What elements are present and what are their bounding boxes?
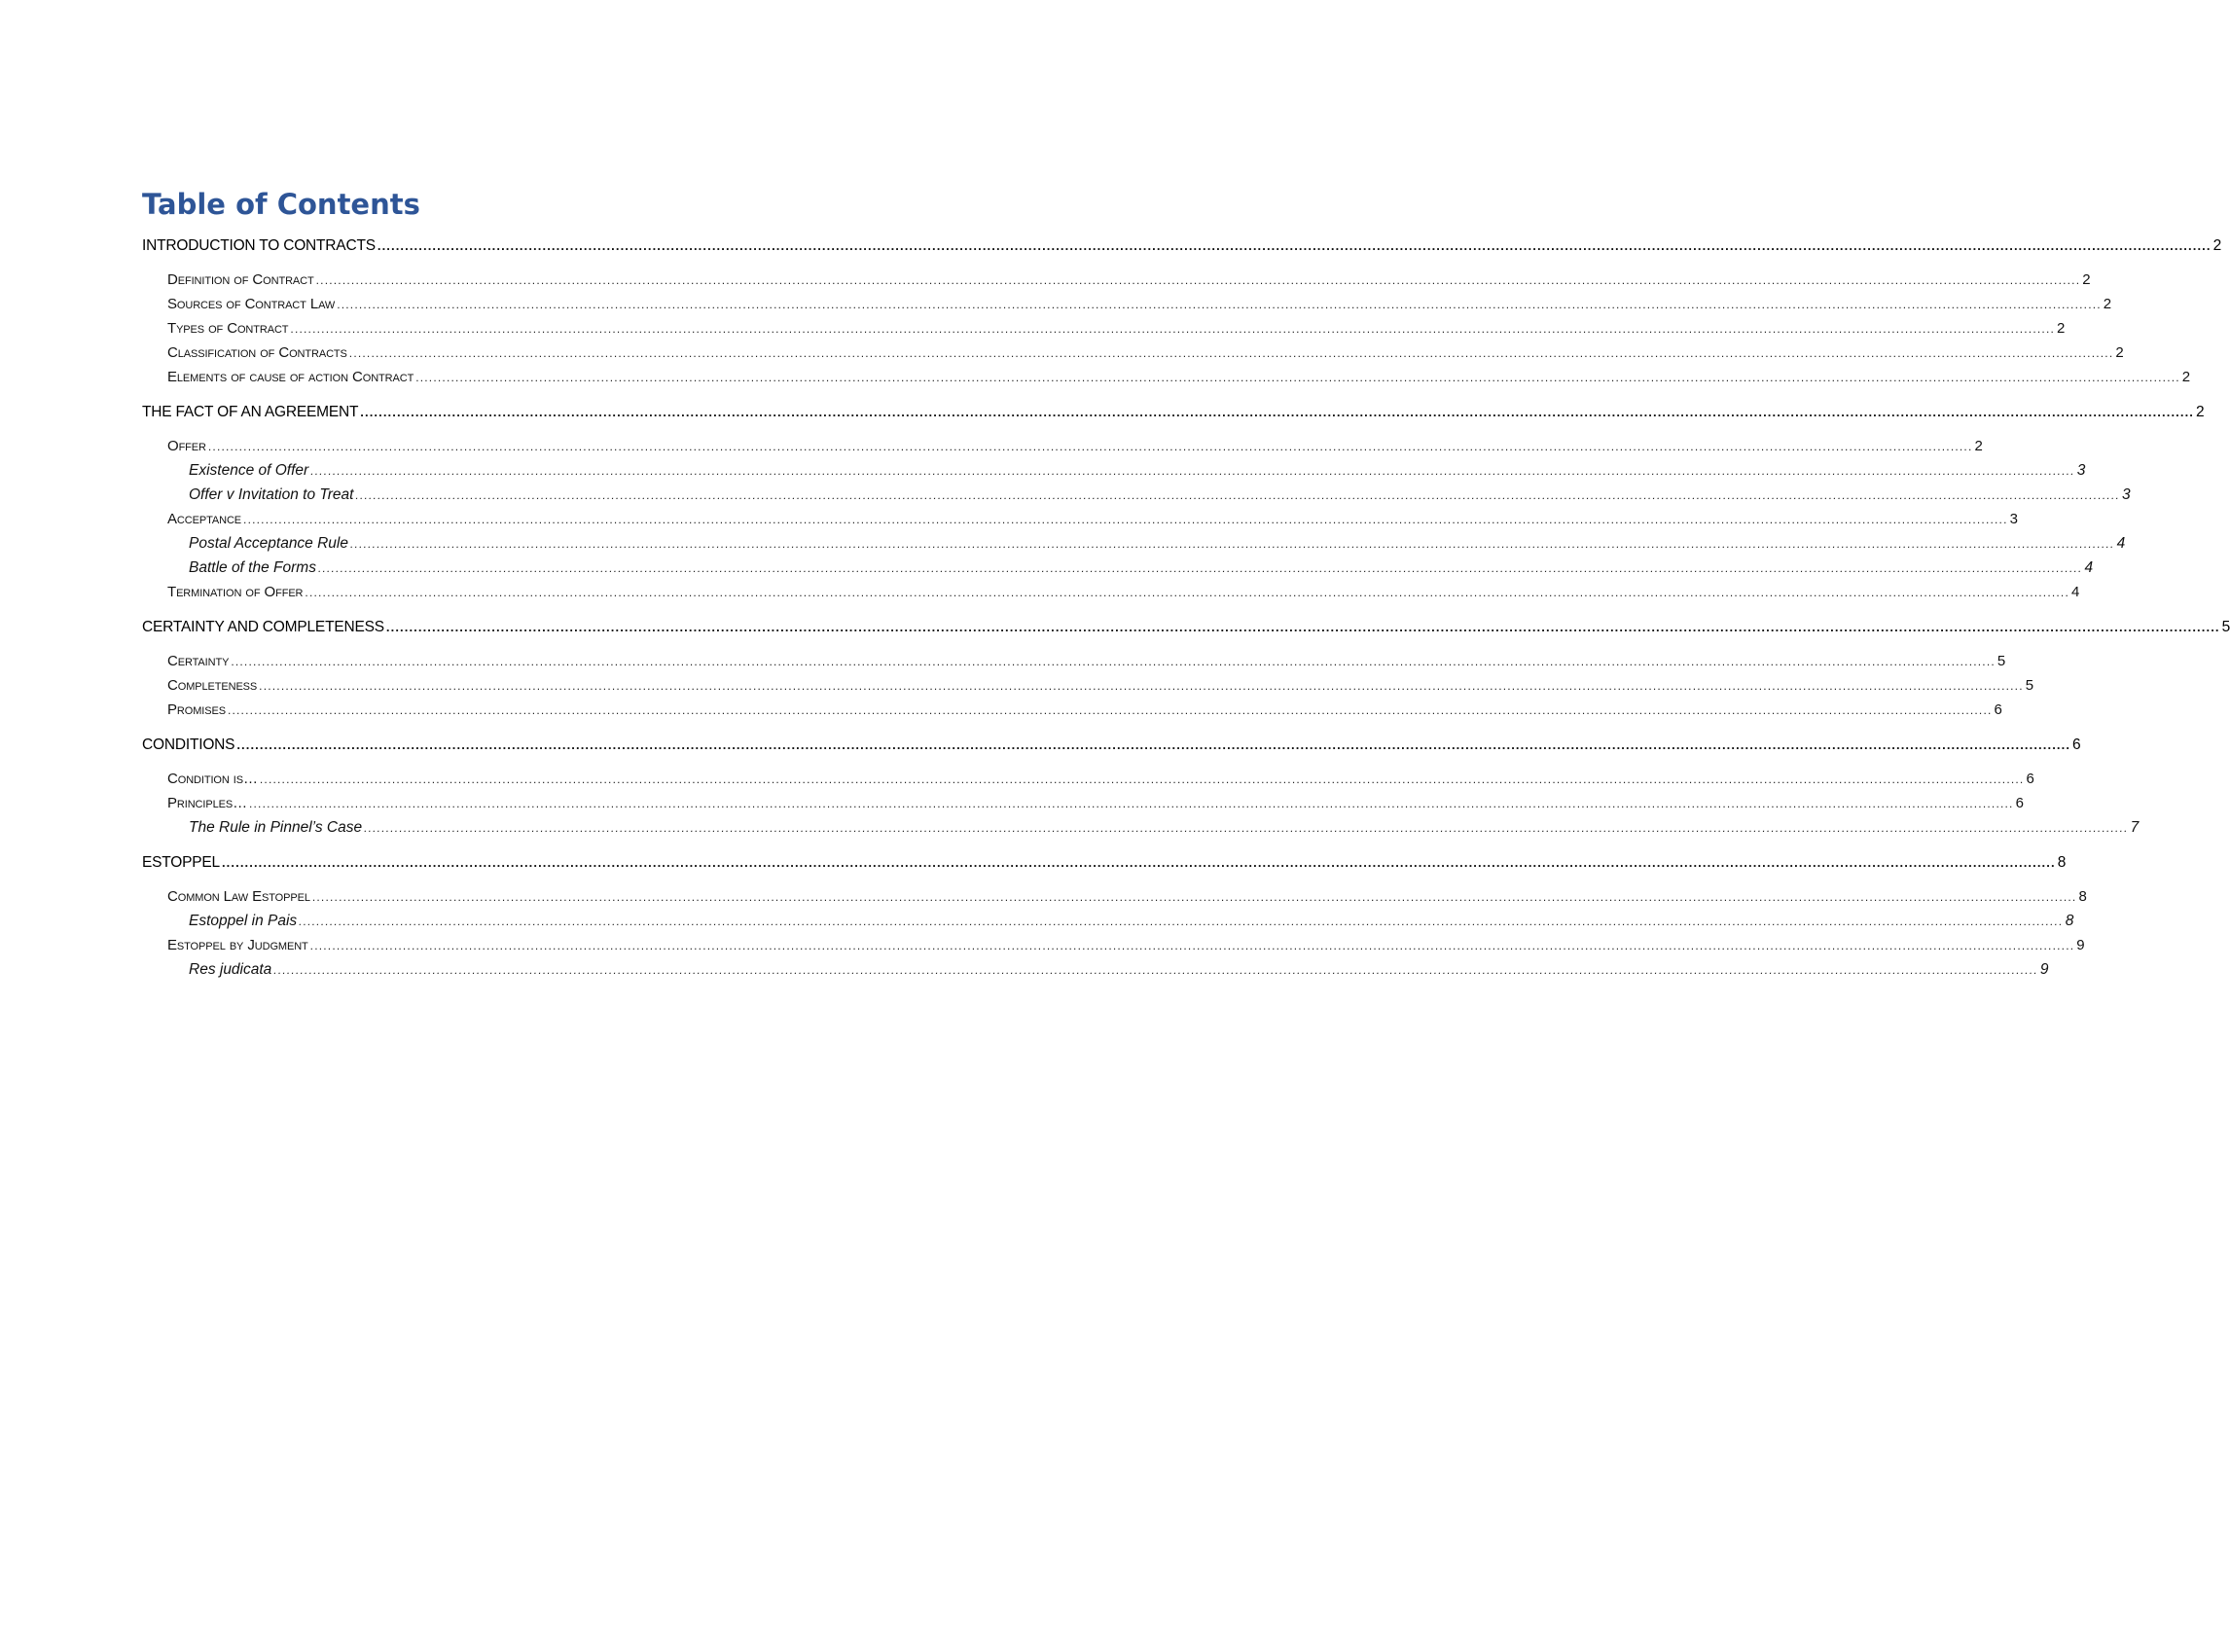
toc-entry-level-2[interactable]: [142, 316, 2066, 341]
toc-entry-page-number: 5: [2221, 619, 2230, 635]
toc-entry-label: Estoppel by Judgment: [167, 937, 308, 953]
toc-entry-level-1[interactable]: [142, 850, 2067, 875]
toc-entry-page-number: 2: [2181, 369, 2191, 385]
toc-entry-page-number: 9: [2076, 937, 2085, 953]
toc-entry-page-number: 5: [1996, 653, 2006, 669]
dot-leader: ................................................................................................................................................................................................................................................................................................................................................................................................................: [360, 405, 2195, 419]
toc-entry-label: Classification of Contracts: [167, 344, 347, 361]
dot-leader: ................................................................................................................................................................................................................................................................................................................................................................................................................: [305, 586, 2069, 599]
toc-entry-page-number: 2: [2103, 296, 2112, 312]
dot-leader: ................................................................................................................................................................................................................................................................................................................................................................................................................: [385, 620, 2220, 634]
toc-entry-label: Acceptance: [167, 511, 242, 527]
toc-entry-level-2[interactable]: [142, 649, 2006, 673]
toc-entry-label: Principles…: [167, 795, 247, 811]
toc-entry-page-number: 6: [1994, 701, 2002, 718]
toc-entry-page-number: 5: [2025, 677, 2033, 694]
toc-title: Table of Contents: [142, 188, 420, 221]
toc-entry-level-2[interactable]: [142, 698, 2002, 722]
toc-entry-level-1[interactable]: [142, 233, 2222, 258]
toc-entry-page-number: 7: [2130, 819, 2140, 836]
toc-list: [142, 233, 2230, 982]
dot-leader: ................................................................................................................................................................................................................................................................................................................................................................................................................: [299, 915, 2064, 928]
dot-leader: ................................................................................................................................................................................................................................................................................................................................................................................................................: [355, 488, 2121, 502]
toc-entry-level-2[interactable]: [142, 341, 2124, 365]
toc-entry-page-number: 2: [2082, 271, 2091, 288]
dot-leader: ................................................................................................................................................................................................................................................................................................................................................................................................................: [207, 440, 1973, 453]
toc-entry-label: Promises: [167, 701, 226, 718]
dot-leader: ................................................................................................................................................................................................................................................................................................................................................................................................................: [227, 703, 1993, 717]
toc-entry-level-2[interactable]: [142, 791, 2024, 815]
toc-entry-level-3[interactable]: [142, 556, 2094, 580]
toc-entry-label: CONDITIONS: [142, 736, 235, 753]
toc-entry-label: ESTOPPEL: [142, 854, 220, 871]
toc-entry-level-3[interactable]: [142, 957, 2049, 982]
toc-entry-level-3[interactable]: [142, 909, 2074, 933]
toc-entry-page-number: 2: [2212, 237, 2222, 254]
toc-entry-label: Offer: [167, 438, 206, 454]
toc-entry-page-number: 8: [2078, 888, 2087, 905]
toc-entry-label: Condition is…: [167, 771, 258, 787]
dot-leader: ................................................................................................................................................................................................................................................................................................................................................................................................................: [348, 346, 2114, 360]
toc-entry-page-number: 6: [2026, 771, 2034, 787]
toc-entry-level-2[interactable]: [142, 580, 2080, 604]
dot-leader: ................................................................................................................................................................................................................................................................................................................................................................................................................: [231, 655, 1996, 668]
toc-entry-level-2[interactable]: [142, 673, 2033, 698]
toc-entry-level-3[interactable]: [142, 458, 2086, 483]
dot-leader: ................................................................................................................................................................................................................................................................................................................................................................................................................: [290, 322, 2056, 336]
toc-entry-label: Certainty: [167, 653, 230, 669]
toc-entry-level-2[interactable]: [142, 292, 2112, 316]
toc-entry-page-number: 6: [2072, 736, 2081, 753]
toc-entry-level-2[interactable]: [142, 365, 2191, 389]
toc-entry-level-3[interactable]: [142, 815, 2140, 840]
toc-entry-level-1[interactable]: [142, 400, 2205, 424]
dot-leader: ................................................................................................................................................................................................................................................................................................................................................................................................................: [415, 371, 2180, 384]
toc-entry-level-2[interactable]: [142, 507, 2018, 531]
toc-entry-page-number: 2: [1974, 438, 1983, 454]
toc-entry-label: Battle of the Forms: [189, 559, 316, 576]
toc-entry-page-number: 4: [2116, 535, 2126, 552]
dot-leader: ................................................................................................................................................................................................................................................................................................................................................................................................................: [273, 963, 2038, 977]
toc-entry-label: The Rule in Pinnel’s Case: [189, 819, 363, 836]
toc-entry-label: Res judicata: [189, 961, 272, 978]
dot-leader: ................................................................................................................................................................................................................................................................................................................................................................................................................: [317, 561, 2083, 575]
toc-entry-label: Sources of Contract Law: [167, 296, 336, 312]
dot-leader: ................................................................................................................................................................................................................................................................................................................................................................................................................: [350, 537, 2115, 551]
dot-leader: ................................................................................................................................................................................................................................................................................................................................................................................................................: [315, 273, 2081, 287]
toc-entry-level-3[interactable]: [142, 531, 2126, 556]
toc-entry-page-number: 4: [2084, 559, 2094, 576]
toc-entry-page-number: 3: [2122, 486, 2131, 503]
toc-entry-page-number: 3: [2076, 462, 2086, 479]
dot-leader: ................................................................................................................................................................................................................................................................................................................................................................................................................: [259, 679, 2024, 693]
toc-entry-label: THE FACT OF AN AGREEMENT: [142, 404, 359, 420]
toc-entry-label: Elements of cause of action Contract: [167, 369, 414, 385]
toc-entry-page-number: 2: [2196, 404, 2205, 420]
toc-entry-label: Definition of Contract: [167, 271, 314, 288]
toc-entry-page-number: 4: [2071, 584, 2080, 600]
toc-entry-label: Completeness: [167, 677, 258, 694]
toc-entry-level-2[interactable]: [142, 933, 2085, 957]
toc-entry-level-1[interactable]: [142, 615, 2230, 639]
toc-entry-label: Postal Acceptance Rule: [189, 535, 348, 552]
toc-entry-page-number: 8: [2065, 913, 2074, 929]
dot-leader: ................................................................................................................................................................................................................................................................................................................................................................................................................: [311, 890, 2077, 904]
toc-entry-page-number: 2: [2115, 344, 2124, 361]
toc-entry-level-2[interactable]: [142, 434, 1983, 458]
toc-entry-level-2[interactable]: [142, 268, 2091, 292]
toc-entry-label: CERTAINTY AND COMPLETENESS: [142, 619, 384, 635]
dot-leader: ................................................................................................................................................................................................................................................................................................................................................................................................................: [221, 855, 2056, 870]
toc-entry-label: Types of Contract: [167, 320, 289, 337]
toc-entry-page-number: 9: [2039, 961, 2049, 978]
toc-entry-label: INTRODUCTION TO CONTRACTS: [142, 237, 376, 254]
toc-entry-level-2[interactable]: [142, 767, 2034, 791]
toc-entry-level-2[interactable]: [142, 884, 2087, 909]
toc-entry-label: Estoppel in Pais: [189, 913, 298, 929]
dot-leader: ................................................................................................................................................................................................................................................................................................................................................................................................................: [310, 464, 2075, 478]
dot-leader: ................................................................................................................................................................................................................................................................................................................................................................................................................: [377, 238, 2212, 253]
toc-entry-page-number: 3: [2009, 511, 2018, 527]
toc-entry-label: Offer v Invitation to Treat: [189, 486, 354, 503]
dot-leader: ................................................................................................................................................................................................................................................................................................................................................................................................................: [309, 939, 2075, 952]
dot-leader: ................................................................................................................................................................................................................................................................................................................................................................................................................: [248, 797, 2014, 810]
toc-entry-level-3[interactable]: [142, 483, 2131, 507]
dot-leader: ................................................................................................................................................................................................................................................................................................................................................................................................................: [337, 298, 2102, 311]
toc-entry-label: Existence of Offer: [189, 462, 309, 479]
toc-entry-page-number: 6: [2015, 795, 2024, 811]
dot-leader: ................................................................................................................................................................................................................................................................................................................................................................................................................: [243, 513, 2008, 526]
toc-entry-page-number: 2: [2057, 320, 2066, 337]
dot-leader: ................................................................................................................................................................................................................................................................................................................................................................................................................: [236, 737, 2071, 752]
toc-entry-page-number: 8: [2057, 854, 2067, 871]
toc-entry-label: Termination of Offer: [167, 584, 304, 600]
toc-entry-level-1[interactable]: [142, 733, 2081, 757]
dot-leader: ................................................................................................................................................................................................................................................................................................................................................................................................................: [364, 821, 2129, 835]
toc-entry-label: Common Law Estoppel: [167, 888, 310, 905]
dot-leader: ................................................................................................................................................................................................................................................................................................................................................................................................................: [259, 772, 2025, 786]
